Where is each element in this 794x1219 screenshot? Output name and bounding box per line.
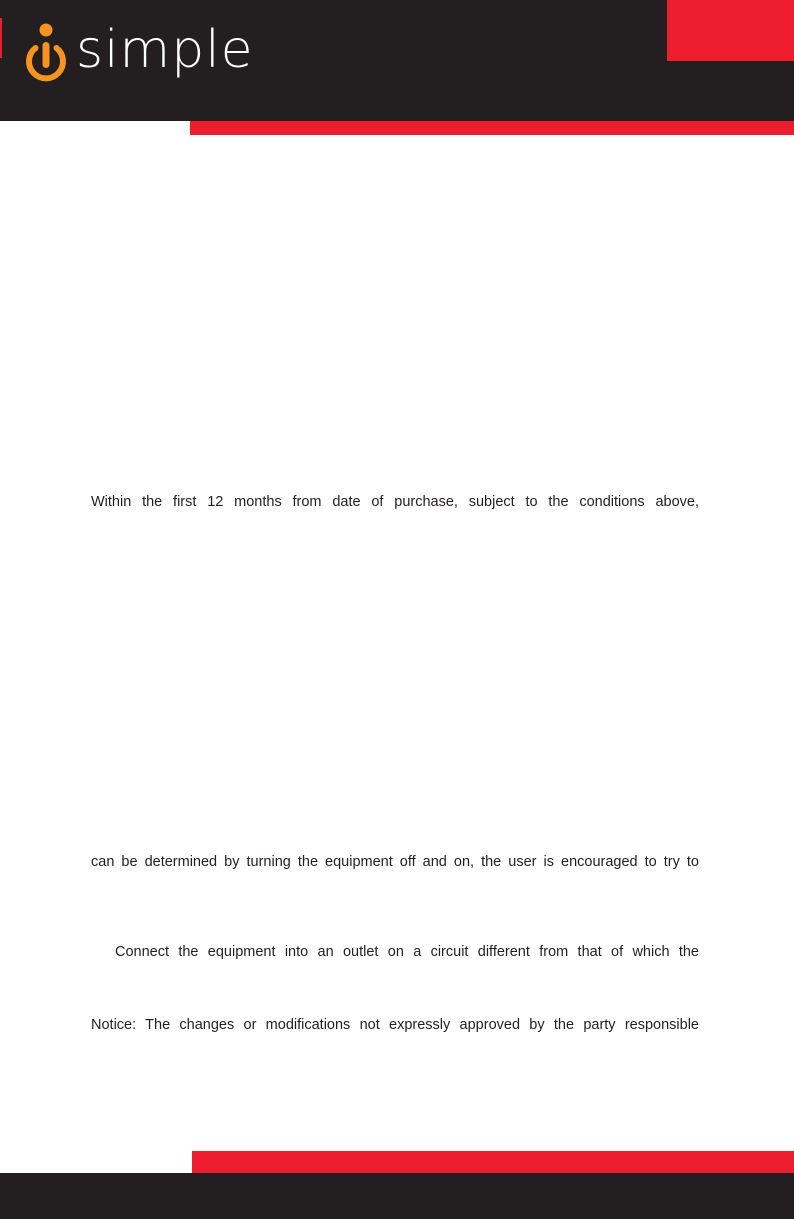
- text-line-outlet: Connect the equipment into an outlet on a circuit different from that of which the: [115, 944, 699, 960]
- header-red-stripe: [190, 121, 794, 135]
- text-line-interference: can be determined by turning the equipment off and on, the user is encouraged to try to: [91, 854, 699, 870]
- logo-wordmark: simple: [76, 20, 254, 80]
- page-footer: [0, 1173, 794, 1219]
- footer-red-stripe: [192, 1151, 794, 1173]
- text-line-notice: Notice: The changes or modifications not expressly approved by the party responsible: [91, 1017, 699, 1033]
- isimple-logo: [20, 14, 260, 86]
- power-i-icon: [20, 14, 72, 86]
- header-red-block: [667, 0, 794, 61]
- text-line-warranty: Within the first 12 months from date of purchase, subject to the conditions above,: [91, 494, 699, 510]
- header-left-accent: [0, 18, 2, 58]
